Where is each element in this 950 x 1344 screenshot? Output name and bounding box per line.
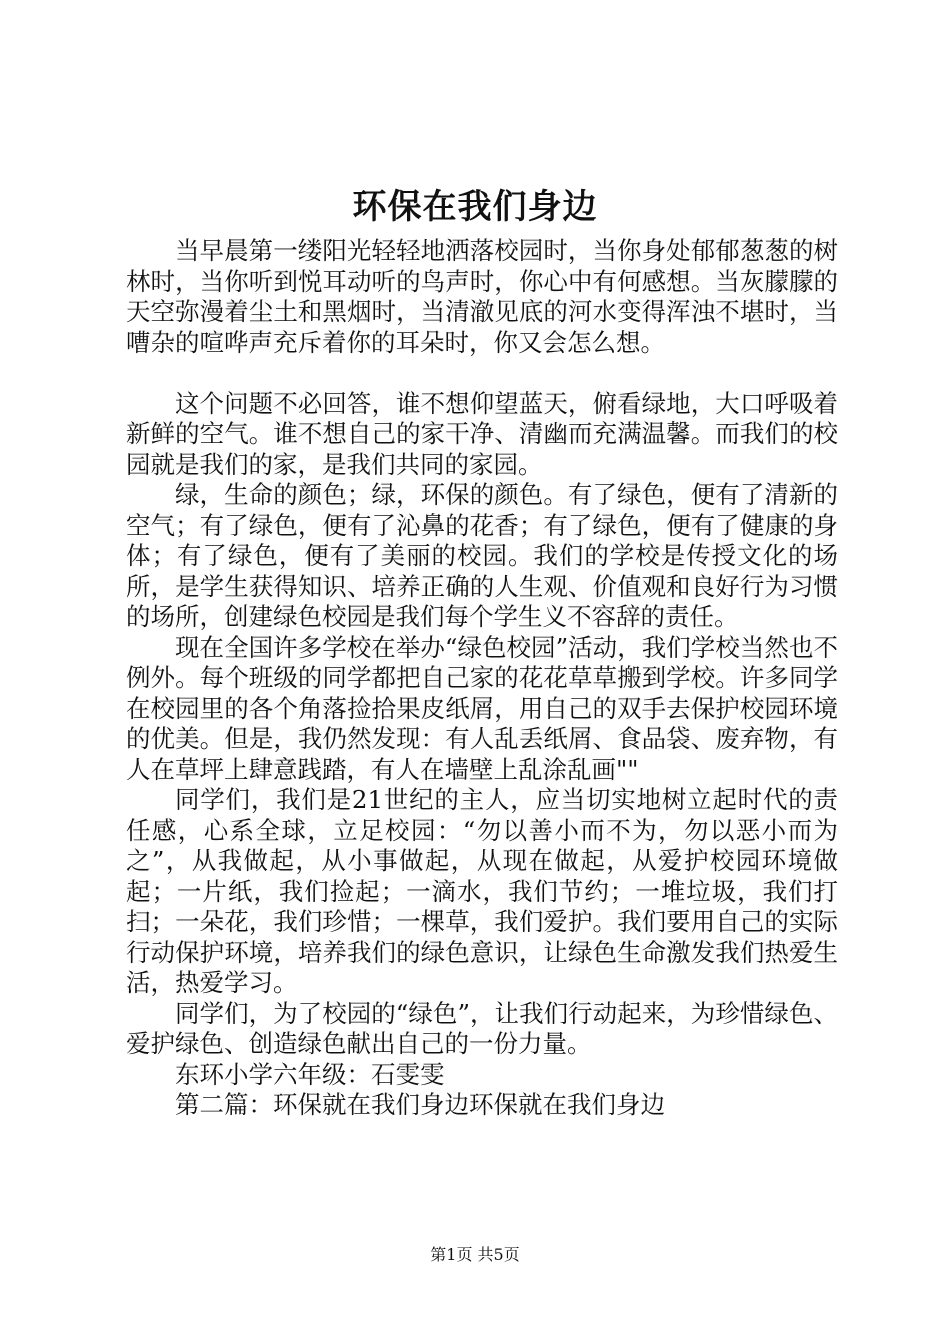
paragraph-3: 绿，生命的颜色；绿，环保的颜色。有了绿色，便有了清新的空气；有了绿色，便有了沁鼻的花香；有了绿色，便有了健康的身体；有了绿色，便有了美丽的校园。我们的学校是传授文化的场所，是学生获得知识、培养正确的人生观、价值观和良好行为习惯的场所，创建绿色校园是我们每个学生义不容辞的责任。 xyxy=(126,480,838,631)
author-line: 东环小学六年级：石雯雯 xyxy=(175,1059,445,1089)
page-number-footer: 第1页 共5页 xyxy=(430,1245,520,1264)
paragraph-6: 同学们，为了校园的“绿色”，让我们行动起来，为珍惜绿色、爱护绿色、创造绿色献出自己的一份力量。 xyxy=(126,998,838,1058)
next-article-heading: 第二篇：环保就在我们身边环保就在我们身边 xyxy=(175,1090,665,1119)
paragraph-4: 现在全国许多学校在举办“绿色校园”活动，我们学校当然也不例外。每个班级的同学都把自己家的花花草草搬到学校。许多同学在校园里的各个角落捡拾果皮纸屑，用自己的双手去保护校园环境的优美。但是，我仍然发现：有人乱丢纸屑、食品袋、废弃物，有人在草坪上肆意践踏，有人在墙壁上乱涂乱画"" xyxy=(126,632,838,784)
document-body xyxy=(126,236,838,1121)
paragraph-1: 当早晨第一缕阳光轻轻地洒落校园时，当你身处郁郁葱葱的树林时，当你听到悦耳动听的鸟声时，你心中有何感想。当灰朦朦的天空弥漫着尘土和黑烟时，当清澈见底的河水变得浑浊不堪时，当嘈杂的喧哗声充斥着你的耳朵时，你又会怎么想。 xyxy=(126,236,838,357)
paragraph-5: 同学们，我们是21世纪的主人，应当切实地树立起时代的责任感，心系全球，立足校园：“勿以善小而不为，勿以恶小而为之”，从我做起，从小事做起，从现在做起，从爱护校园环境做起；一片纸，我们捡起；一滴水，我们节约；一堆垃圾，我们打扫；一朵花，我们珍惜；一棵草，我们爱护。我们要用自己的实际行动保护环境，培养我们的绿色意识，让绿色生命激发我们热爱生活，热爱学习。 xyxy=(126,785,838,997)
document-title: 环保在我们身边 xyxy=(352,187,598,227)
paragraph-2: 这个问题不必回答，谁不想仰望蓝天，俯看绿地，大口呼吸着新鲜的空气。谁不想自己的家干净、清幽而充满温馨。而我们的校园就是我们的家，是我们共同的家园。 xyxy=(126,388,838,479)
